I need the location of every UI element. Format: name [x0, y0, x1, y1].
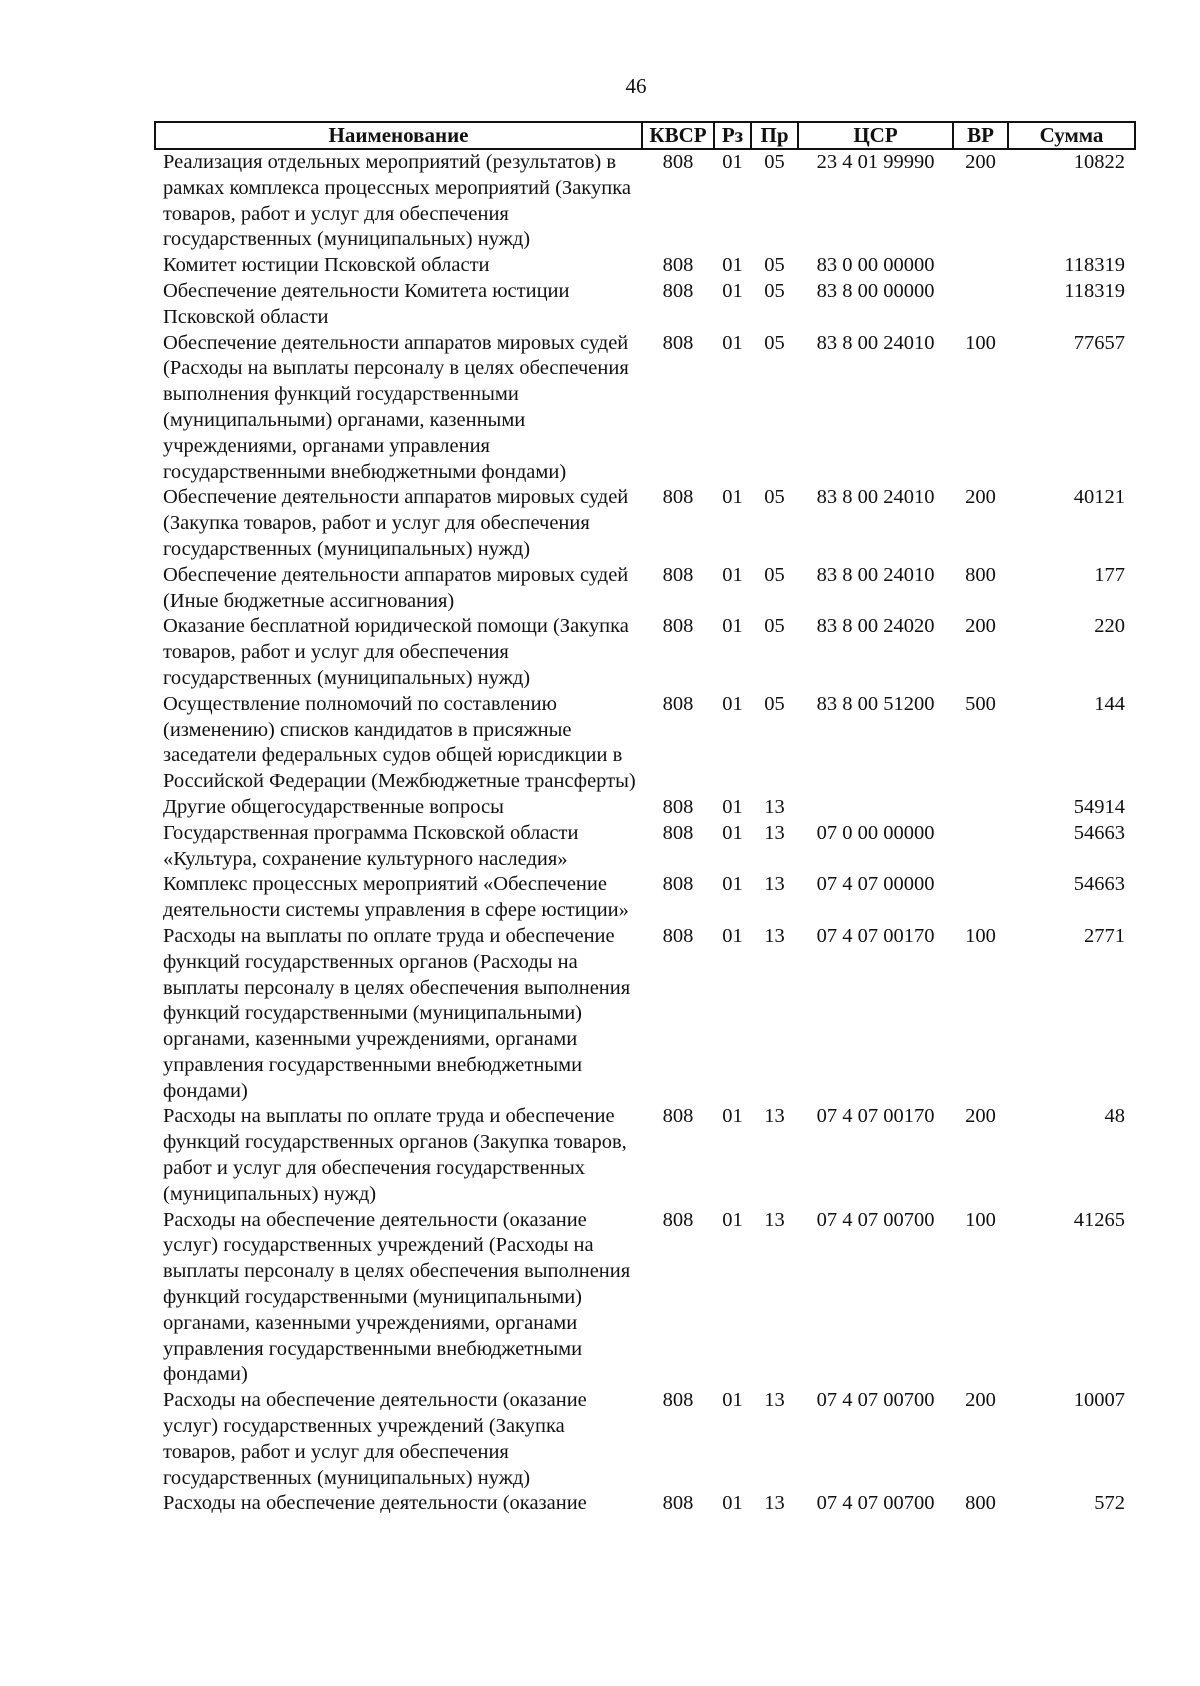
cell-kvsr: 808 [662, 563, 694, 586]
cell-rz: 01 [722, 1208, 743, 1231]
cell-pr: 13 [764, 795, 785, 818]
cell-name: Расходы на обеспечение деятельности (оказание услуг) государственных учреждений (Закупка товаров, работ и услуг для обеспечения государственных (муниципальных) нужд) [163, 1389, 587, 1489]
cell-pr: 13 [764, 1389, 785, 1412]
cell-csr [798, 795, 953, 821]
cell-vr: 200 [965, 1389, 996, 1412]
cell-csr: 83 8 00 24010 [816, 563, 935, 586]
cell-kvsr: 808 [662, 1105, 694, 1128]
cell-name: Расходы на выплаты по оплате труда и обеспечение функций государственных органов (Расходы на выплаты персоналу в целях обеспечения выполнения функций государственными (муниципальными) органами, казенными учреждениями, органами управления государственными внебюджетными фондами) [163, 924, 631, 1102]
cell-kvsr: 808 [662, 151, 694, 173]
header-rz: Рз [714, 122, 751, 149]
cell-sum: 54663 [1073, 873, 1125, 896]
cell-csr: 07 4 07 00700 [816, 1208, 935, 1231]
table-body [155, 149, 1135, 1517]
table-row [155, 821, 1135, 873]
cell-csr: 83 8 00 24020 [816, 615, 935, 638]
table-row [155, 795, 1135, 821]
cell-rz: 01 [722, 924, 743, 947]
cell-pr: 13 [764, 1492, 785, 1515]
table-row [155, 924, 1135, 1105]
cell-sum: 40121 [1073, 486, 1125, 509]
table-row [155, 485, 1135, 562]
cell-vr: 100 [965, 331, 996, 354]
cell-pr: 13 [764, 1208, 785, 1231]
cell-kvsr: 808 [662, 254, 694, 277]
cell-pr: 05 [764, 563, 785, 586]
table-row [155, 614, 1135, 691]
cell-pr: 05 [764, 151, 785, 173]
cell-kvsr: 808 [662, 924, 694, 947]
cell-rz: 01 [722, 795, 743, 818]
cell-vr: 800 [965, 1492, 996, 1515]
cell-sum: 118319 [1064, 254, 1125, 277]
table-row [155, 149, 1135, 253]
cell-sum: 77657 [1073, 331, 1125, 354]
cell-name: Другие общегосударственные вопросы [163, 795, 504, 818]
cell-rz: 01 [722, 692, 743, 715]
budget-table [154, 121, 1136, 1517]
cell-rz: 01 [722, 615, 743, 638]
cell-pr: 13 [764, 873, 785, 896]
cell-kvsr: 808 [662, 279, 694, 302]
cell-rz: 01 [722, 1389, 743, 1412]
table-row [155, 253, 1135, 279]
cell-vr: 200 [965, 151, 996, 173]
cell-csr: 07 0 00 00000 [816, 821, 935, 844]
table-row [155, 1208, 1135, 1389]
header-sum: Сумма [1008, 122, 1135, 149]
cell-rz: 01 [722, 873, 743, 896]
cell-rz: 01 [722, 254, 743, 277]
table-row [155, 1104, 1135, 1207]
table-row [155, 1491, 1135, 1517]
cell-vr: 200 [965, 615, 996, 638]
header-kvsr: КВСР [642, 122, 714, 149]
cell-csr: 07 4 07 00170 [816, 1105, 935, 1128]
header-vr: ВР [953, 122, 1008, 149]
header-row [155, 122, 1135, 149]
cell-pr: 13 [764, 924, 785, 947]
cell-pr: 13 [764, 1105, 785, 1128]
cell-name: Оказание бесплатной юридической помощи (Закупка товаров, работ и услуг для обеспечения государственных (муниципальных) нужд) [163, 615, 629, 689]
cell-kvsr: 808 [662, 692, 694, 715]
header-name: Наименование [155, 122, 642, 149]
cell-sum: 10822 [1073, 151, 1125, 173]
table-header [155, 122, 1135, 149]
cell-csr: 83 0 00 00000 [816, 254, 935, 277]
cell-kvsr: 808 [662, 1492, 694, 1515]
cell-name: Обеспечение деятельности аппаратов мировых судей (Иные бюджетные ассигнования) [163, 563, 629, 612]
cell-sum: 54914 [1073, 795, 1125, 818]
cell-kvsr: 808 [662, 486, 694, 509]
table-row [155, 279, 1135, 331]
cell-vr: 200 [965, 1105, 996, 1128]
cell-pr: 13 [764, 821, 785, 844]
cell-csr: 83 8 00 51200 [816, 692, 935, 715]
cell-kvsr: 808 [662, 821, 694, 844]
cell-pr: 05 [764, 615, 785, 638]
cell-vr [953, 821, 1008, 873]
cell-name: Обеспечение деятельности аппаратов мировых судей (Расходы на выплаты персоналу в целях обеспечения выполнения функций государственными (муниципальными) органами, казенными учреждениями, органами управления государственными внебюджетными фондами) [163, 331, 629, 483]
cell-csr: 07 4 07 00000 [816, 873, 935, 896]
cell-rz: 01 [722, 331, 743, 354]
cell-vr: 500 [965, 692, 996, 715]
cell-name: Обеспечение деятельности Комитета юстиции Псковской области [163, 279, 570, 328]
cell-kvsr: 808 [662, 615, 694, 638]
cell-pr: 05 [764, 486, 785, 509]
cell-vr: 800 [965, 563, 996, 586]
cell-name: Комплекс процессных мероприятий «Обеспечение деятельности системы управления в сфере юстиции» [163, 873, 629, 922]
cell-name: Комитет юстиции Псковской области [163, 254, 490, 277]
cell-csr: 07 4 07 00170 [816, 924, 935, 947]
cell-csr: 23 4 01 99990 [816, 151, 935, 173]
cell-sum: 144 [1094, 692, 1125, 715]
cell-rz: 01 [722, 151, 743, 173]
cell-sum: 2771 [1084, 924, 1125, 947]
cell-name: Расходы на обеспечение деятельности (оказание услуг) государственных учреждений (Расходы на выплаты персоналу в целях обеспечения выполнения функций государственными (муниципальными) органами, казенными учреждениями, органами управления государственными внебюджетными фондами) [163, 1208, 631, 1386]
header-pr: Пр [751, 122, 798, 149]
cell-kvsr: 808 [662, 1389, 694, 1412]
cell-rz: 01 [722, 821, 743, 844]
page-number: 46 [625, 74, 647, 98]
cell-rz: 01 [722, 1492, 743, 1515]
cell-name: Расходы на обеспечение деятельности (оказание [163, 1492, 587, 1515]
cell-pr: 05 [764, 331, 785, 354]
cell-vr: 100 [965, 924, 996, 947]
cell-rz: 01 [722, 486, 743, 509]
cell-sum: 220 [1094, 615, 1125, 638]
cell-pr: 05 [764, 254, 785, 277]
cell-sum: 118319 [1064, 279, 1125, 302]
table-row [155, 563, 1135, 615]
cell-sum: 54663 [1073, 821, 1125, 844]
header-csr: ЦСР [798, 122, 953, 149]
cell-kvsr: 808 [662, 873, 694, 896]
cell-name: Осуществление полномочий по составлению (изменению) списков кандидатов в присяжные заседатели федеральных судов общей юрисдикции в Российской Федерации (Межбюджетные трансферты) [163, 692, 636, 793]
cell-vr [953, 795, 1008, 821]
cell-sum: 177 [1094, 563, 1125, 586]
cell-name: Расходы на выплаты по оплате труда и обеспечение функций государственных органов (Закупка товаров, работ и услуг для обеспечения государственных (муниципальных) нужд) [163, 1105, 627, 1205]
cell-rz: 01 [722, 563, 743, 586]
cell-vr [953, 872, 1008, 924]
table-row [155, 872, 1135, 924]
cell-vr [953, 279, 1008, 331]
cell-csr: 83 8 00 24010 [816, 331, 935, 354]
cell-pr: 05 [764, 279, 785, 302]
cell-rz: 01 [722, 1105, 743, 1128]
cell-kvsr: 808 [662, 795, 694, 818]
cell-csr: 07 4 07 00700 [816, 1389, 935, 1412]
cell-csr: 07 4 07 00700 [816, 1492, 935, 1515]
cell-name: Обеспечение деятельности аппаратов мировых судей (Закупка товаров, работ и услуг для обеспечения государственных (муниципальных) нужд) [163, 486, 629, 560]
table-row [155, 331, 1135, 486]
cell-name: Реализация отдельных мероприятий (результатов) в рамках комплекса процессных мероприятий (Закупка товаров, работ и услуг для обеспечения государственных (муниципальных) нужд) [163, 151, 631, 251]
table-row [155, 692, 1135, 795]
cell-csr: 83 8 00 00000 [816, 279, 935, 302]
cell-vr: 200 [965, 486, 996, 509]
cell-vr [953, 253, 1008, 279]
cell-pr: 05 [764, 692, 785, 715]
cell-name: Государственная программа Псковской области «Культура, сохранение культурного наследия» [163, 821, 579, 870]
cell-sum: 48 [1104, 1105, 1125, 1128]
cell-kvsr: 808 [662, 1208, 694, 1231]
cell-rz: 01 [722, 279, 743, 302]
cell-sum: 10007 [1073, 1389, 1125, 1412]
cell-vr: 100 [965, 1208, 996, 1231]
cell-sum: 41265 [1073, 1208, 1125, 1231]
table-row [155, 1388, 1135, 1491]
cell-kvsr: 808 [662, 331, 694, 354]
cell-csr: 83 8 00 24010 [816, 486, 935, 509]
cell-sum: 572 [1094, 1492, 1125, 1515]
